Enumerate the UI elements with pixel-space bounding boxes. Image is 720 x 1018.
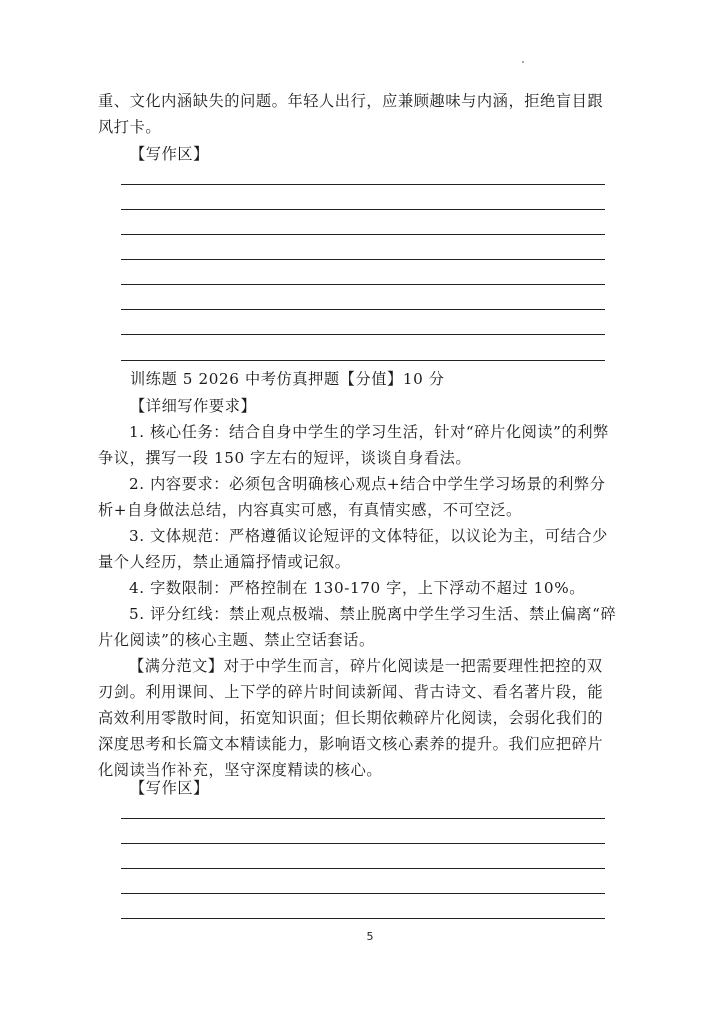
requirement-item: 1. 核心任务：结合自身中学生的学习生活，针对“碎片化阅读”的利弊争议，撰写一段 150 字左右的短评，谈谈自身看法。: [98, 423, 609, 467]
requirement-item: 3. 文体规范：严格遵循议论短评的文体特征，以议论为主，可结合少量个人经历，禁止通篇抒情或记叙。: [98, 527, 608, 571]
writing-line[interactable]: [121, 893, 605, 894]
page-number: 5: [366, 930, 374, 943]
writing-line[interactable]: [121, 818, 605, 819]
requirement-item: 2. 内容要求：必须包含明确核心观点+结合中学生学习场景的利弊分析+自身做法总结，内容真实可感，有真情实感，不可空泛。: [98, 475, 606, 519]
requirement-item: 5. 评分红线：禁止观点极端、禁止脱离中学生学习生活、禁止偏离“碎片化阅读”的核心主题、禁止空话套话。: [98, 605, 617, 649]
intro-paragraph: [98, 88, 618, 140]
writing-line[interactable]: [121, 843, 605, 844]
writing-line[interactable]: [121, 259, 605, 260]
requirements-heading: 【详细写作要求】: [130, 397, 257, 415]
task-title: 训练题 5 2026 中考仿真押题【分值】10 分: [130, 370, 445, 388]
requirement-item: 4. 字数限制：严格控制在 130-170 字，上下浮动不超过 10%。: [129, 579, 586, 597]
writing-line[interactable]: [121, 284, 605, 285]
writing-line[interactable]: [121, 918, 605, 919]
writing-area-label-1: 【写作区】: [130, 145, 209, 163]
writing-line[interactable]: [121, 234, 605, 235]
writing-line[interactable]: [121, 868, 605, 869]
writing-line[interactable]: [121, 209, 605, 210]
writing-line[interactable]: [121, 184, 605, 185]
writing-line[interactable]: [121, 360, 605, 361]
writing-line[interactable]: [121, 334, 605, 335]
scan-speck: [522, 61, 524, 63]
intro-line-1: 重、文化内涵缺失的问题。年轻人出行，应兼顾趣味与内涵，拒绝盲目跟: [98, 92, 604, 110]
writing-line[interactable]: [121, 309, 605, 310]
writing-area-label-2: 【写作区】: [130, 779, 209, 797]
intro-line-2: 风打卡。: [98, 118, 162, 136]
model-essay: 【满分范文】对于中学生而言，碎片化阅读是一把需要理性把控的双刃剑。利用课间、上下学的碎片时间读新闻、背古诗文、看名著片段，能高效利用零散时间，拓宽知识面；但长期依赖碎片化阅读，会弱化我们的深度思考和长篇文本精读能力，影响语文核心素养的提升。我们应把碎片化阅读当作补充，坚守深度精读的核心。: [98, 657, 604, 779]
